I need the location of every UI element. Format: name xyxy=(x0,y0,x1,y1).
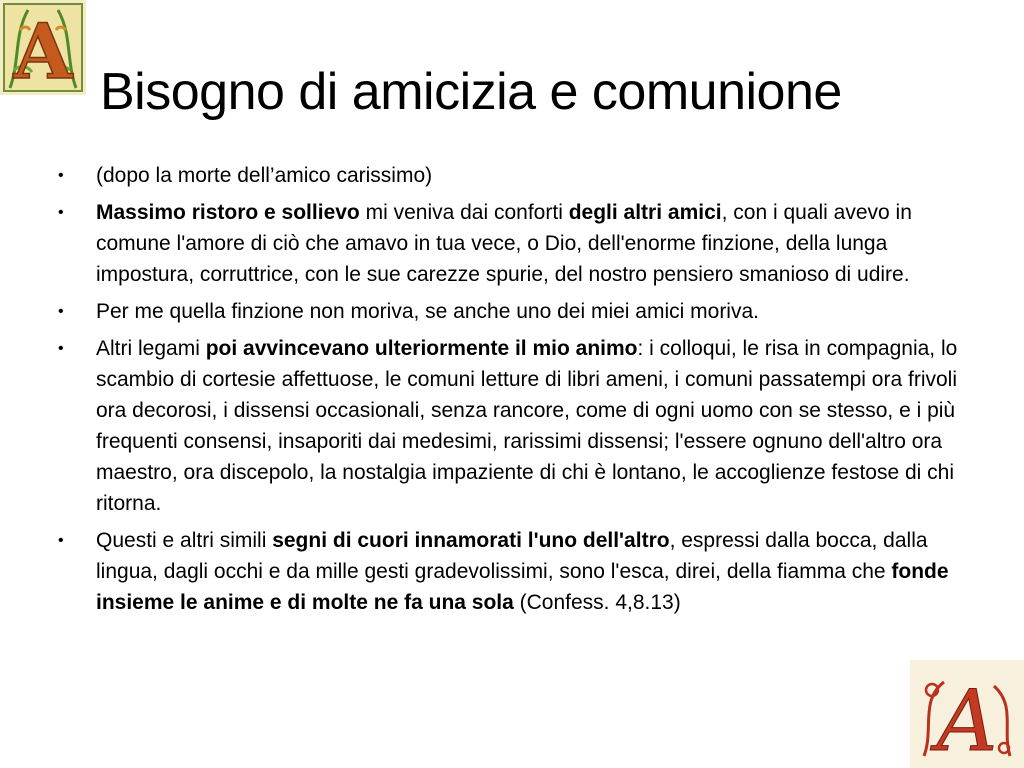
bullet-text: : i colloqui, le risa in compagnia, lo scambio di cortesie affettuose, le comuni letture di libri ameni, i comuni passatempi ora frivoli ora decorosi, i dissensi occasionali, senza rancore, come di ogni uomo con se stesso, e i più frequenti consensi, insaporiti dai medesimi, rarissimi dissensi; l'essere ognuno dell'altro ora maestro, ora discepolo, la nostalgia impaziente di chi è lontano, le accoglienze festose di chi ritorna. xyxy=(96,337,958,515)
logo-letter: A xyxy=(13,7,73,95)
list-item xyxy=(56,197,976,290)
bullet-marker: • xyxy=(58,340,64,357)
bullet-text: (dopo la morte dell’amico carissimo) xyxy=(96,164,433,187)
list-item xyxy=(56,296,976,327)
bold-phrase: degli altri amici xyxy=(568,201,722,224)
decorative-letter-a-logo xyxy=(910,660,1024,768)
bullet-text: Questi e altri simili xyxy=(96,529,273,552)
bullet-list xyxy=(56,160,976,624)
bullet-marker: • xyxy=(58,303,64,320)
bullet-marker: • xyxy=(58,167,64,184)
list-item xyxy=(56,333,976,519)
bullet-text: (Confess. 4,8.13) xyxy=(513,591,681,614)
bullet-text: , con i quali avevo in comune l'amore di ciò che amavo in tua vece, o Dio, dell'enorme finzione, della lunga impostura, corruttrice, con le sue carezze spurie, del nostro pensiero smanioso di udire. xyxy=(96,201,912,286)
illuminated-letter-a-logo xyxy=(0,0,86,95)
bullet-marker: • xyxy=(58,532,64,549)
bullet-text: Altri legami xyxy=(96,337,206,360)
bullet-text: , espressi dalla bocca, dalla lingua, dagli occhi e da mille gesti gradevolissimi, sono l'esca, direi, della fiamma che xyxy=(96,529,928,583)
bullet-marker: • xyxy=(58,204,64,221)
bullet-text: mi veniva dai conforti xyxy=(359,201,569,224)
bold-phrase: Massimo ristoro e sollievo xyxy=(96,201,360,224)
list-item xyxy=(56,160,976,191)
list-item xyxy=(56,525,976,618)
bold-phrase: poi avvincevano ulteriormente il mio animo xyxy=(205,337,638,360)
bold-phrase: fonde insieme le anime e di molte ne fa una sola xyxy=(96,560,949,614)
bold-phrase: segni di cuori innamorati l'uno dell'altro xyxy=(272,529,670,552)
slide-title: Bisogno di amicizia e comunione xyxy=(100,63,842,121)
logo-letter: A xyxy=(936,672,998,768)
bullet-text: Per me quella finzione non moriva, se anche uno dei miei amici moriva. xyxy=(96,300,759,323)
